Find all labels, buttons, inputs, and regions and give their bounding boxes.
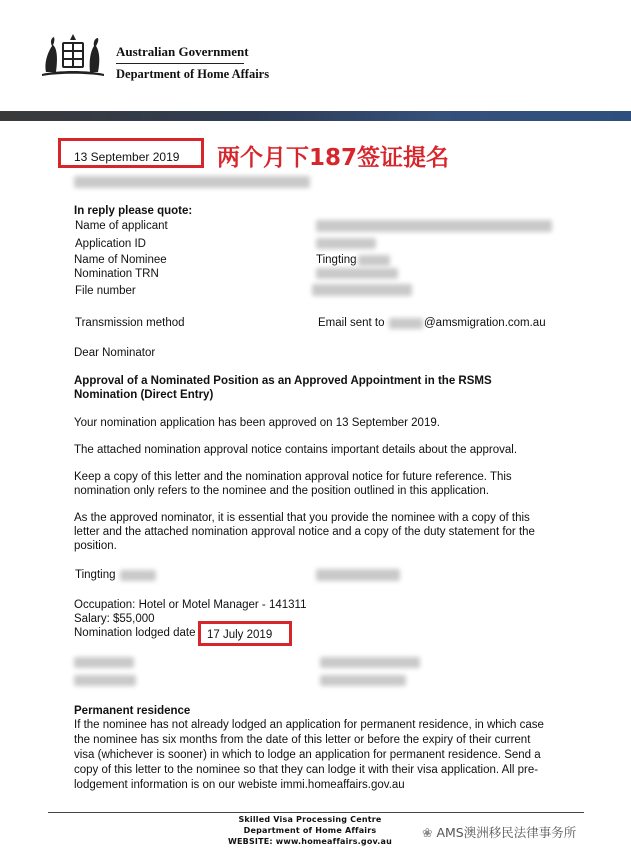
pr-heading: Permanent residence xyxy=(74,705,191,717)
label-file-number: File number xyxy=(75,285,136,297)
email-prefix: Email sent to xyxy=(318,317,385,329)
label-nominee: Name of Nominee xyxy=(74,254,167,266)
letterhead-bar xyxy=(0,111,631,121)
salutation: Dear Nominator xyxy=(74,347,156,359)
lodged-date: 17 July 2019 xyxy=(207,629,273,641)
salary: Salary: $55,000 xyxy=(74,613,155,625)
footer-line-3: WEBSITE: www.homeaffairs.gov.au xyxy=(227,837,393,846)
body-para-1: Your nomination application has been approved on 13 September 2019. xyxy=(74,417,440,429)
annotation-note: 两个月下187签证提名 xyxy=(217,145,450,171)
letter-date-highlight xyxy=(58,138,204,168)
header-divider xyxy=(116,63,244,64)
body-para-2: The attached nomination approval notice contains important details about the approval. xyxy=(74,444,518,456)
government-name: Australian Government xyxy=(116,44,249,59)
watermark-text: AMS澳洲移民法律事务所 xyxy=(436,825,577,840)
redacted-trn xyxy=(316,268,398,279)
label-transmission: Transmission method xyxy=(75,317,185,329)
redacted-block-left-1 xyxy=(74,657,134,668)
redacted-block-right-1 xyxy=(320,657,420,668)
redacted-application-id xyxy=(316,238,376,249)
email-domain: @amsmigration.com.au xyxy=(424,317,546,329)
nominee-name: Tingting xyxy=(75,569,116,581)
watermark xyxy=(422,823,576,841)
letter-date: 13 September 2019 xyxy=(74,150,180,164)
pr-line-5: lodgement information is on our webiste immi.homeaffairs.gov.au xyxy=(74,779,405,791)
occupation: Occupation: Hotel or Motel Manager - 141311 xyxy=(74,599,307,611)
label-nomination-trn: Nomination TRN xyxy=(74,268,159,280)
reply-heading: In reply please quote: xyxy=(74,205,193,217)
body-para-4-line-2: letter and the attached nomination approval notice and a copy of the duty statement for the xyxy=(74,526,535,538)
footer-divider xyxy=(48,812,584,813)
footer-line-1: Skilled Visa Processing Centre xyxy=(238,815,382,824)
redacted-address xyxy=(74,176,310,188)
redacted-email-user xyxy=(389,318,423,329)
subject-line-1: Approval of a Nominated Position as an Approved Appointment in the RSMS xyxy=(74,375,492,387)
redacted-nominee-surname xyxy=(358,255,390,266)
wechat-icon: ❀ xyxy=(422,825,433,840)
body-para-4-line-3: position. xyxy=(74,540,117,552)
lodged-label: Nomination lodged date xyxy=(74,627,196,639)
body-para-4-line-1: As the approved nominator, it is essential that you provide the nominee with a copy of this xyxy=(74,512,530,524)
footer-line-2: Department of Home Affairs xyxy=(243,826,377,835)
pr-line-1: If the nominee has not already lodged an application for permanent residence, in which case xyxy=(74,719,544,731)
redacted-applicant xyxy=(316,220,552,232)
redacted-file-number xyxy=(312,284,412,296)
pr-line-2: the nominee has six months from the date of this letter or before the expiry of their current xyxy=(74,734,531,746)
nominee-name-value: Tingting xyxy=(316,254,357,266)
department-name: Department of Home Affairs xyxy=(116,67,270,81)
coat-of-arms-icon xyxy=(38,32,108,80)
redacted-block-left-2 xyxy=(74,675,136,686)
pr-line-3: visa (whichever is sooner) in which to lodge an application for permanent residence. Send a xyxy=(74,749,541,761)
subject-line-2: Nomination (Direct Entry) xyxy=(74,389,214,401)
lodged-date-highlight xyxy=(198,621,292,646)
pr-line-4: copy of this letter to the nominee so that they can lodge it with their visa application. All pre- xyxy=(74,764,539,776)
redacted-nominee-detail xyxy=(120,570,156,581)
body-para-3-line-2: nomination only refers to the nominee and the position outlined in this application. xyxy=(74,485,489,497)
redacted-position-detail xyxy=(316,569,400,581)
label-application-id: Application ID xyxy=(75,238,146,250)
label-applicant: Name of applicant xyxy=(75,220,168,232)
body-para-3-line-1: Keep a copy of this letter and the nomination approval notice for future reference. This xyxy=(74,471,512,483)
redacted-block-right-2 xyxy=(320,675,406,686)
